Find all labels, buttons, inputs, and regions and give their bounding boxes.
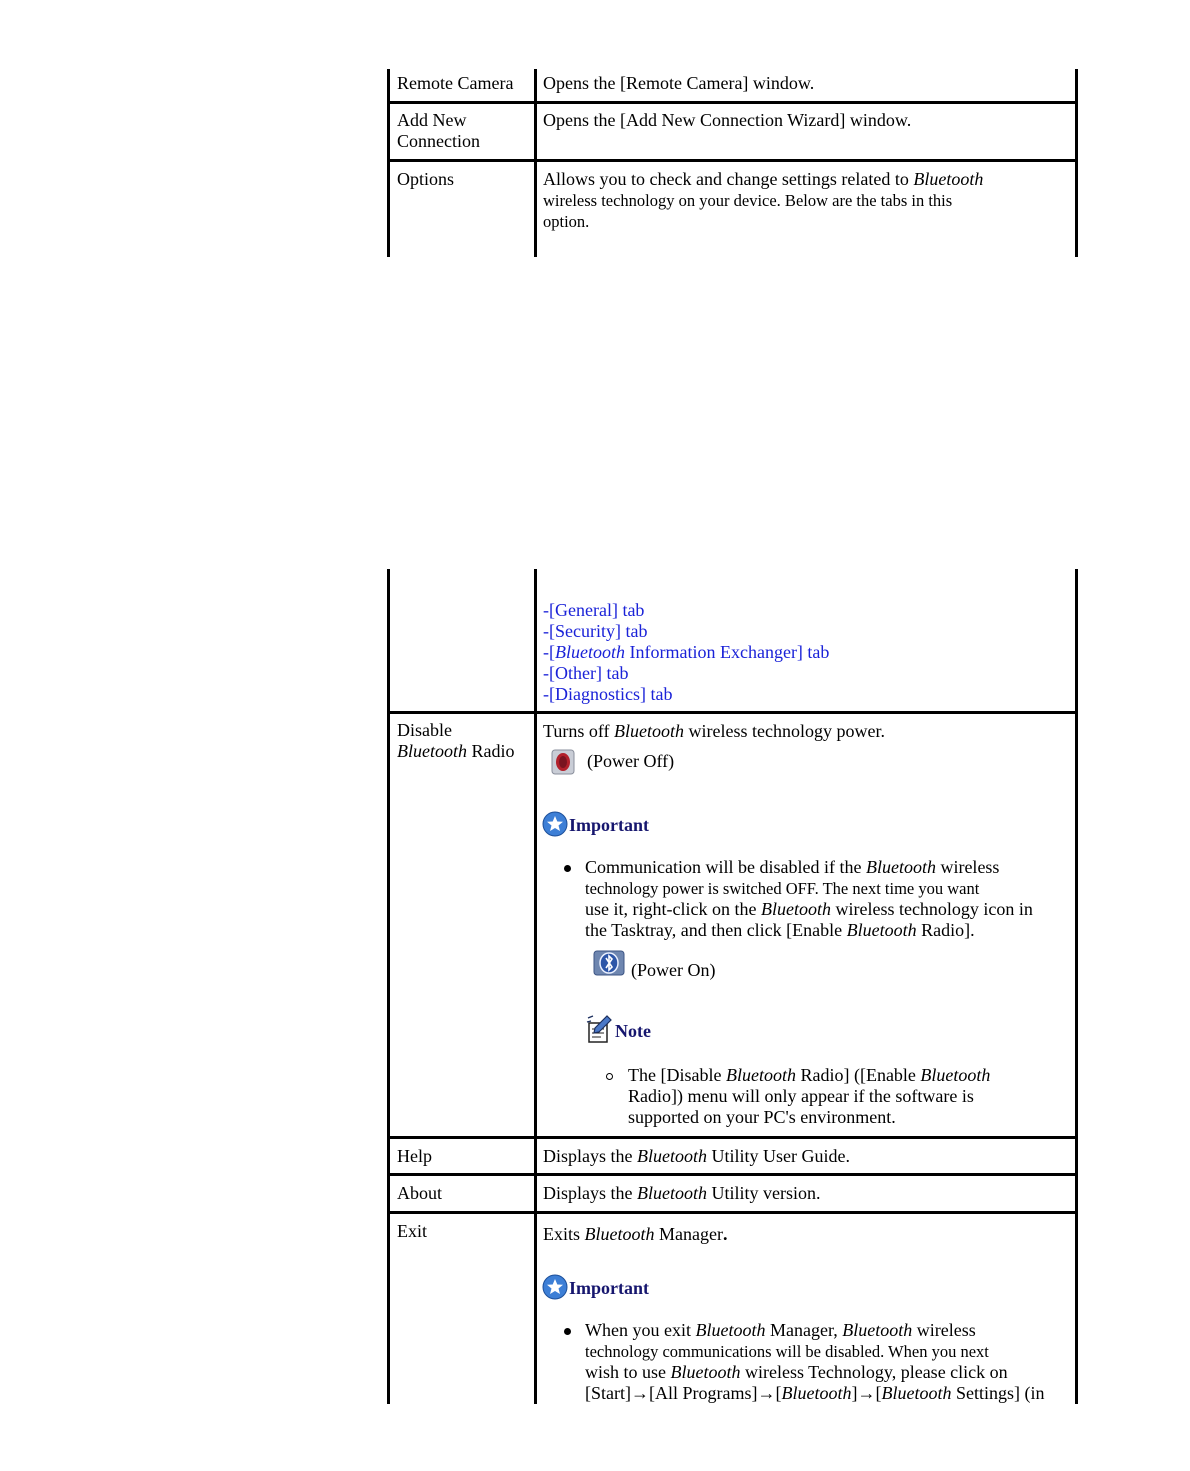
- bullet: [564, 1328, 571, 1335]
- table-row: [387, 1139, 1078, 1176]
- note-heading: Note: [615, 1021, 651, 1041]
- row-label: Options: [397, 169, 455, 189]
- row-label: Help: [397, 1146, 432, 1166]
- row-desc: Allows you to check and change settings related to Bluetooth wireless technology on your device. Below are the tabs in this option.: [543, 169, 984, 231]
- table-row: [387, 1176, 1078, 1214]
- top-table: [387, 69, 1078, 257]
- row-desc: Turns off Bluetooth wireless technology power.: [543, 721, 885, 741]
- link-info-exchanger-tab[interactable]: -[Bluetooth Information Exchanger] tab: [543, 642, 830, 662]
- row-desc: Exits Bluetooth Manager.: [543, 1224, 728, 1244]
- note-bullet-text: The [Disable Bluetooth Radio] ([Enable Bluetooth Radio]) menu will only appear if the software is supported on your PC's environment.: [628, 1065, 991, 1127]
- important-bullet-text: Communication will be disabled if the Bluetooth wireless technology power is switched OFF. The next time you want use it, right-click on the Bluetooth wireless technology icon in the Tasktray, and then click [Enable Bluetooth Radio].: [585, 857, 1033, 940]
- power-on-label: (Power On): [631, 960, 716, 980]
- important-heading: Important: [569, 1278, 649, 1298]
- link-security-tab[interactable]: -[Security] tab: [543, 621, 648, 641]
- row-label: Exit: [397, 1221, 427, 1241]
- note-pencil-icon: [585, 1014, 613, 1049]
- important-star-icon: [542, 1274, 568, 1305]
- table-row: [387, 569, 1078, 714]
- table-row: [387, 162, 1078, 257]
- row-label: Remote Camera: [397, 73, 514, 93]
- sub-bullet: [606, 1073, 613, 1080]
- row-label: Disable Bluetooth Radio: [397, 720, 515, 761]
- link-other-tab[interactable]: -[Other] tab: [543, 663, 629, 683]
- table-row: [387, 1214, 1078, 1404]
- important-heading: Important: [569, 815, 649, 835]
- bluetooth-power-on-icon: [593, 950, 625, 981]
- row-label: About: [397, 1183, 442, 1203]
- row-desc: Displays the Bluetooth Utility User Guide.: [543, 1146, 850, 1166]
- bottom-table: [387, 569, 1078, 1404]
- options-tab-list: [543, 600, 1068, 705]
- row-label: Add New Connection: [397, 110, 480, 151]
- row-desc: Opens the [Remote Camera] window.: [543, 73, 815, 93]
- power-off-icon: [551, 749, 575, 780]
- row-desc: Displays the Bluetooth Utility version.: [543, 1183, 821, 1203]
- link-diagnostics-tab[interactable]: -[Diagnostics] tab: [543, 684, 673, 704]
- row-desc: Opens the [Add New Connection Wizard] window.: [543, 110, 912, 130]
- bullet: [564, 865, 571, 872]
- power-off-label: (Power Off): [587, 751, 675, 771]
- table-row: [387, 104, 1078, 162]
- important-star-icon: [542, 811, 568, 842]
- link-general-tab[interactable]: -[General] tab: [543, 600, 645, 620]
- important-bullet-text: When you exit Bluetooth Manager, Bluetooth wireless technology communications will be disabled. When you next wish to use Bluetooth wireless Technology, please click on [Start]→[All Programs]→[Bluetooth]→[Bluetooth Settings] (in: [585, 1320, 1045, 1403]
- table-row: [387, 714, 1078, 1139]
- table-row: [387, 69, 1078, 104]
